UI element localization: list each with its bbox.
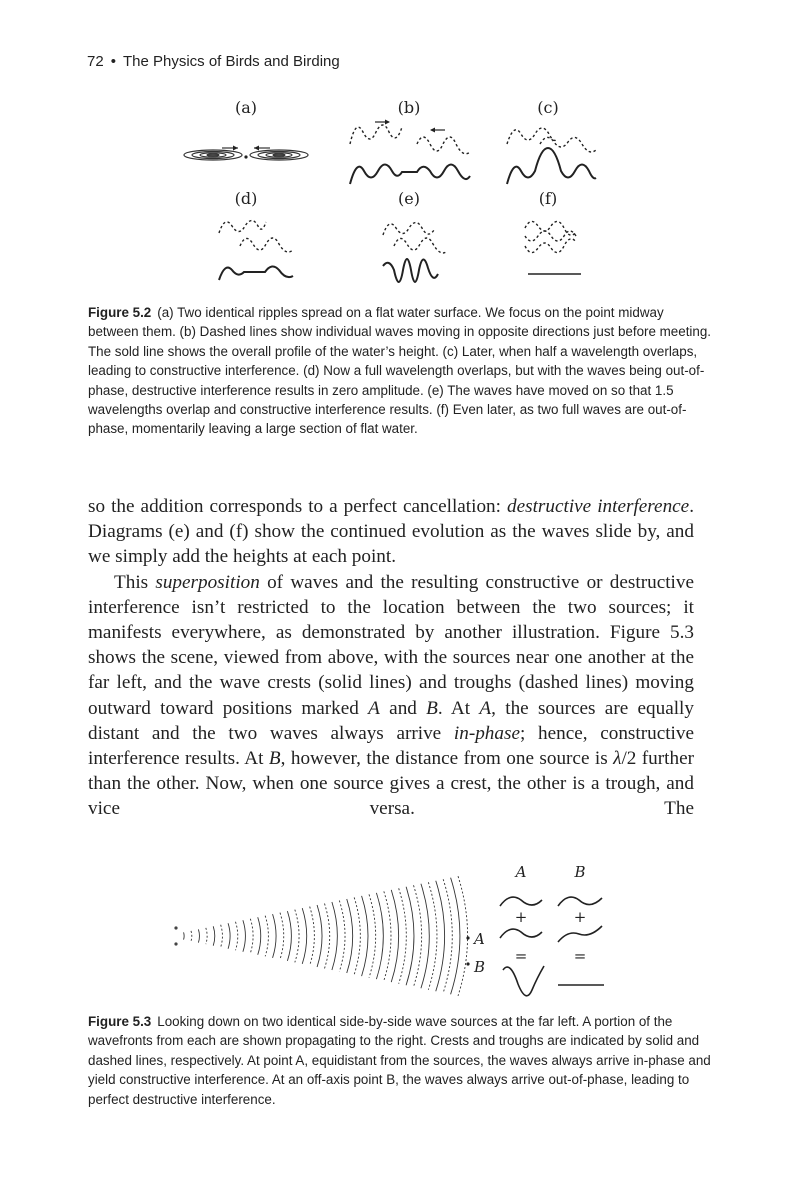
point-a-dot [466,936,469,939]
wavefront-arc [184,932,185,939]
sum-diagram [500,863,604,996]
p1-emphasis: destructive interference [507,496,690,517]
panel-label-c: (c) [537,98,559,117]
p1-text-a: so the addition corresponds to a perfect cancellation: [88,496,508,517]
equals-sign-b: = [573,947,587,965]
p2-text-c: and [379,697,427,719]
wavefront-arc [399,888,407,983]
p2-text-f: ; hence, constructive interference results. At [88,722,695,770]
wavefront-arc [332,902,337,970]
wavefront-arc [295,910,299,963]
wavefront-arc [406,887,414,985]
p2-emphasis-7: λ [613,748,622,770]
figure-5-2-label: Figure 5.2 [88,305,152,320]
wavefront-arc [228,923,230,948]
panel-f-waves [525,221,581,274]
p2-text-a: This [114,571,156,593]
wavefront-arc [273,914,276,958]
wavefront-arc [191,931,192,941]
p2-emphasis-5: in-phase [453,722,520,744]
wavefront-arc [206,928,207,944]
wavefront-arc [213,926,215,945]
panel-d-waves [219,221,293,281]
wavefront-arc [265,916,268,957]
point-a-label: A [474,930,485,948]
panel-a-ripples [184,146,308,161]
book-title: The Physics of Birds and Birding [122,53,340,70]
figure-5-3-caption [88,1012,716,1109]
point-b-label: B [474,958,486,976]
figure-5-2-caption [88,303,716,439]
panel-label-d: (d) [234,189,258,208]
panel-label-f: (f) [538,189,558,208]
paragraph-2 [88,570,694,822]
wavefront-arc [362,896,368,976]
figure-5-2-caption-text: (a) Two identical ripples spread on a flat water surface. We focus on the point midway between them. (b) Dashed lines show individual waves moving in opposite directions just before meeting. The sold line shows the overall profile of the water’s height. (c) Later, when half a wavelength overlaps, leading to constructive interference. (d) Now a full wavelength overlaps, but with the waves being out-of-phase, destructive interference results in zero amplitude. (e) The waves have moved on so that 1.5 wavelengths overlap and constructive interference results. (f) Even later, as two full waves are out-of-phase, momentarily leaving a large section of flat water. [88,305,711,437]
wavefront-arc [250,919,253,954]
p2-text-d: . At [437,697,480,719]
panel-b-waves [350,120,470,185]
p2-text-b: of waves and the resulting constructive or destructive interference isn’t restricted to the location between the two sources; it manifests everywhere, as demonstrated by another illustration. Figure 5.3 shows the scene, viewed from above, with the sources near one another at the far left, and the wave crests (solid lines) and troughs (dashed lines) moving outward toward positions marked [88,571,694,719]
plus-sign-b: + [573,908,587,926]
wavefront-arc [339,900,345,971]
p2-text-e: , the sources are equally distant and the two waves always arrive [88,697,694,744]
figure-5-2 [0,0,800,300]
column-a-label: A [515,863,527,881]
wavefront-arc [258,917,261,955]
wavefront-arc [287,911,291,961]
wavefront-arc [243,920,246,952]
wavefront-arc [443,879,452,993]
wavefront-arc [347,899,353,973]
p2-text-g: , however, the distance from one source is [280,748,614,770]
column-b-label: B [574,863,586,881]
wavefront-arc [280,913,284,960]
figure-5-3-label: Figure 5.3 [88,1014,152,1029]
p2-emphasis-4: A [479,697,492,719]
wavefront-arc [384,891,391,980]
wavefront-arc [458,876,468,996]
point-markers [466,930,485,976]
paragraph-1 [88,494,694,570]
p2-emphasis-6: B [268,748,281,770]
p1-text-b: . Diagrams (e) and (f) show the continued evolution as the waves slide by, and we simply add the heights at each point. [88,496,694,568]
wavefront-arc [302,908,306,964]
wavefront-arc [317,905,322,967]
wavefront-arc [310,907,315,966]
wavefront-arc [354,897,360,974]
p2-emphasis-2: A [368,697,380,719]
wavefront-arc [198,929,199,942]
wavefront-arc [436,881,445,992]
wavefront-arc [451,878,460,995]
header-separator: • [110,53,116,70]
wavefront-arc [414,885,422,986]
panel-e-waves [383,223,446,283]
wavefront-arc [421,884,429,988]
point-b-dot [466,962,469,965]
source-dots [174,926,177,945]
wavefront-arc [376,893,383,979]
equals-sign-a: = [514,947,528,965]
wavefront-arcs [184,876,468,996]
page-number: 72 [87,53,104,70]
wavefront-arc [369,894,376,977]
body-text [88,494,694,822]
midpoint-dot [244,155,247,158]
wavefront-arc [221,925,223,947]
figure-5-3-caption-text: Looking down on two identical side-by-side wave sources at the far left. A portion of the wavefronts from each are shown propagating to the right. Crests and troughs are indicated by solid and dashed lines, respectively. At point A, equidistant from the sources, the waves always arrive in-phase and yield constructive interference. At an off-axis point B, the waves always arrive out-of-phase, leading to perfect destructive interference. [88,1014,711,1107]
panel-label-b: (b) [397,98,421,117]
wavefront-arc [428,882,437,990]
p2-emphasis-1: superposition [155,571,260,593]
p2-emphasis-3: B [426,697,438,719]
p2-text-h: /2 further than the other. Now, when one source gives a crest, the other is a trough, and vice versa. The [88,748,694,820]
wavefront-arc [235,922,237,950]
wavefront-arc [325,904,330,969]
wavefront-arc [391,890,398,982]
panel-c-waves [507,128,596,184]
panel-label-a: (a) [234,98,258,117]
panel-label-e: (e) [398,189,420,208]
plus-sign-a: + [514,908,528,926]
